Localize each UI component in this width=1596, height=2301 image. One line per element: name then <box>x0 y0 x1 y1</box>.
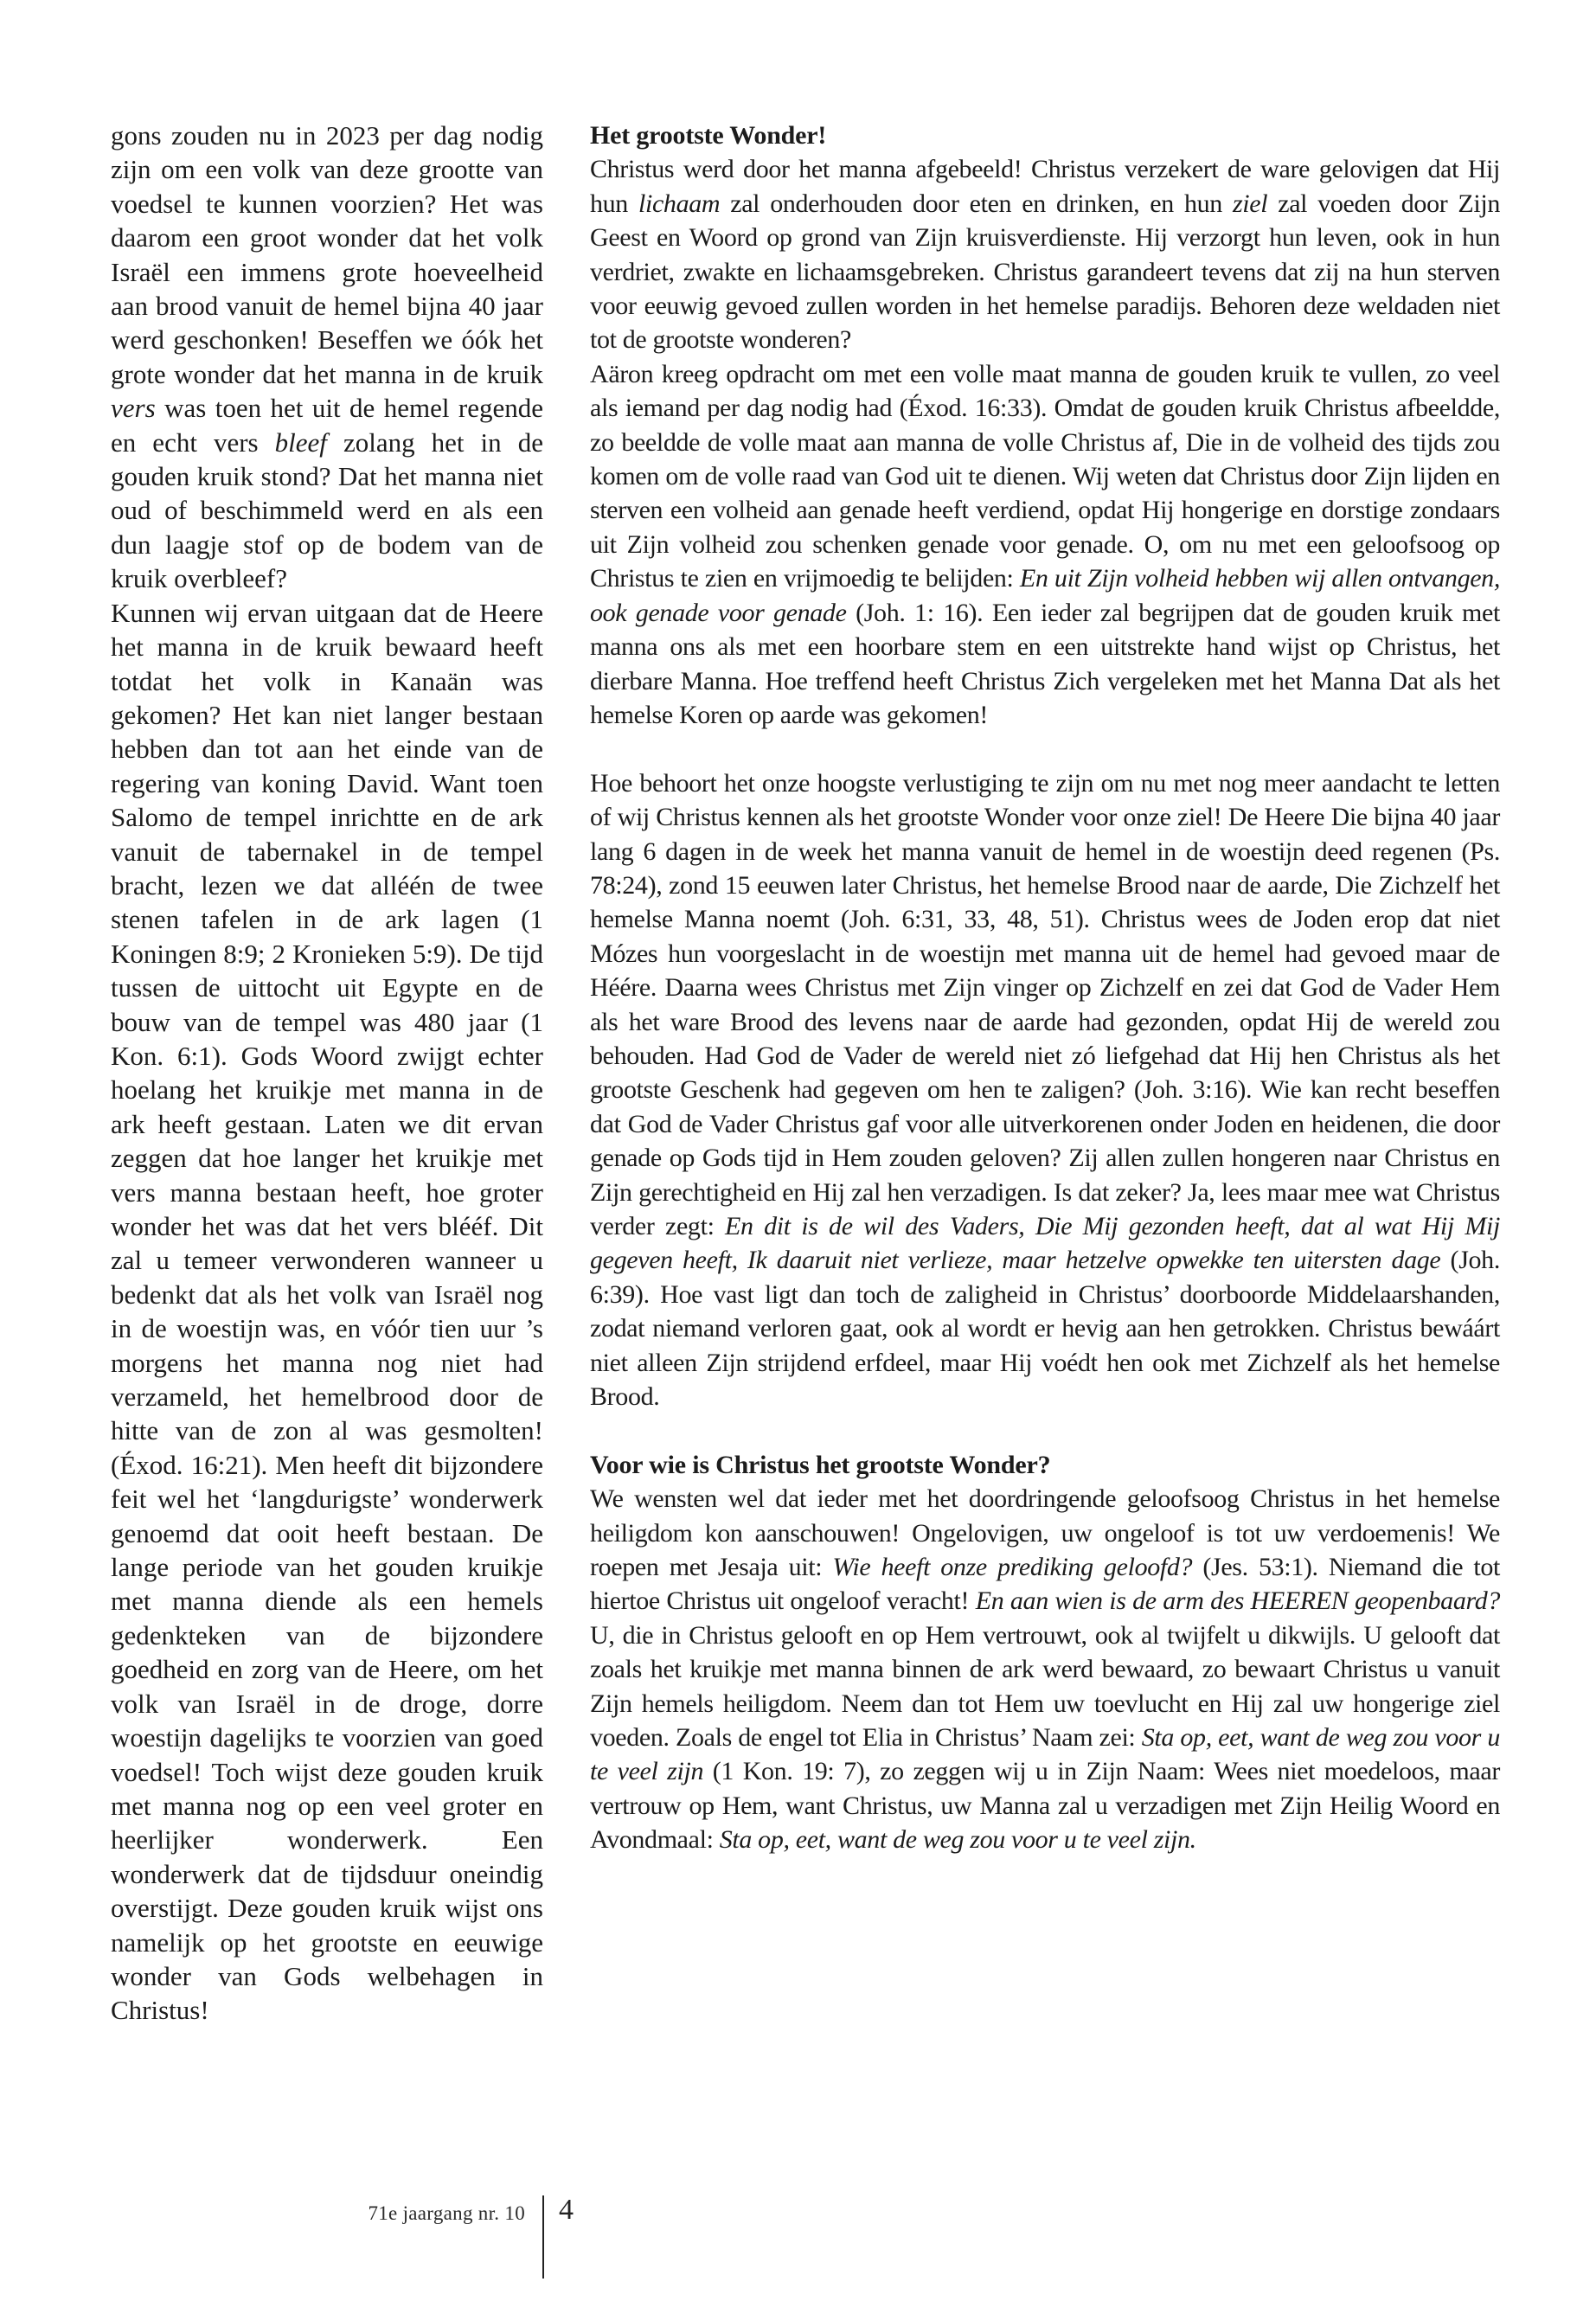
italic-quote: En dit is de wil des Vaders, Die Mij gezonden heeft, dat al wat Hij Mij gegeven heeft, Ik daaruit niet verlieze, maar hetzelve opwekke ten uitersten dage <box>590 1211 1500 1275</box>
paragraph <box>590 152 1500 356</box>
italic-quote: Sta op, eet, want de weg zou voor u te veel zijn <box>590 1723 1501 1786</box>
text-run: Aäron kreeg opdracht om met een volle maat manna de gouden kruik te vullen, zo veel als iemand per dag nodig had (Éxod. 16:33). Omdat de gouden kruik Christus afbeeldde, zo beeldde de volle maat aan manna de volle Christus af, Die in de volheid des tijds zou komen om de volle raad van God uit te dienen. Wij weten dat Christus door Zijn lijden en sterven een volheid aan genade heeft verdiend, opdat Hij hongerige en dorstige zondaars uit Zijn volheid zou schenken genade voor genade. O, om nu met een geloofsoog op Christus te zien en vrijmoedig te belijden: <box>590 359 1500 593</box>
paragraph <box>590 357 1500 732</box>
text-run: zal voeden door Zijn Geest en Woord op grond van Zijn kruisverdienste. Hij verzorgt hun leven, ook in hun verdriet, zwakte en lichaamsgebreken. Christus garandeert tevens dat zij na hun sterven voor eeuwig gevoed zullen worden in het hemelse paradijs. Behoren deze weldaden niet tot de grootste wonderen? <box>590 189 1500 355</box>
text-run: was toen het uit de hemel regende en echt vers <box>111 393 543 458</box>
text-run: Hoe behoort het onze hoogste verlustiging te zijn om nu met nog meer aandacht te letten of wij Christus kennen als het grootste Wonder voor onze ziel! De Heere Die bijna 40 jaar lang 6 dagen in de week het manna vanuit de hemel in de woestijn deed regenen (Ps. 78:24), zond 15 eeuwen later Christus, het hemelse Brood naar de aarde, Die Zichzelf het hemelse Manna noemt (Joh. 6:31, 33, 48, 51). Christus wees de Joden erop dat niet Mózes hun voorgeslacht in de woestijn met manna uit de hemel had gevoed maar de Héére. Daarna wees Christus met Zijn vinger op Zichzelf en zei dat God de Vader Hem als het ware Brood des levens naar de aarde had gezonden, opdat Hij de wereld zou behouden. Had God de Vader de wereld niet zó liefgehad dat Hij hen Christus als het grootste Geschenk had gegeven om hen te zaligen? (Joh. 3:16). Wie kan recht beseffen dat God de Vader Christus gaf voor alle uitverkorenen onder Joden en heidenen, die door genade op Gods tijd in Hem zouden geloven? Zij allen zullen hongeren naar Christus en Zijn gerechtigheid en Hij zal hen verzadigen. Is dat zeker? Ja, lees maar mee wat Christus verder zegt: <box>590 768 1500 1240</box>
text-run: zolang het in de gouden kruik stond? Dat het manna niet oud of beschimmeld werd en als een dun laagje stof op de bodem van de kruik overbleef? <box>111 426 543 594</box>
paragraph <box>111 596 543 2028</box>
section-heading: Voor wie is Christus het grootste Wonder? <box>590 1450 1051 1479</box>
italic-quote: Wie heeft onze prediking geloofd? <box>832 1553 1193 1582</box>
text-run: Kunnen wij ervan uitgaan dat de Heere het manna in de kruik bewaard heeft totdat het volk in Kanaän was gekomen? Het kan niet langer bestaan hebben dan tot aan het einde van de regering van koning David. Want toen Salomo de tempel inrichtte en de ark vanuit de tabernakel in de tempel bracht, lezen we dat alléén de twee stenen tafelen in de ark lagen (1 Koningen 8:9; 2 Kronieken 5:9). De tijd tussen de uittocht uit Egypte en de bouw van de tempel was 480 jaar (1 Kon. 6:1). Gods Woord zwijgt echter hoelang het kruikje met manna in de ark heeft gestaan. Laten we dit ervan zeggen dat hoe langer het kruikje met vers manna bestaan heeft, hoe groter wonder het was dat het vers blééf. Dit zal u temeer verwonderen wanneer u bedenkt dat als het volk van Israël nog in de woestijn was, en vóór tien uur ’s morgens het manna nog niet had verzameld, het hemelbrood door de hitte van de zon al was gesmolten! (Éxod. 16:21). Men heeft dit bijzondere feit wel het ‘langdurigste’ wonderwerk genoemd dat ooit heeft bestaan. De lange periode van het gouden kruikje met manna diende als een hemels gedenkteken van de bijzondere goedheid en zorg van de Heere, om het volk van Israël in de droge, dorre woestijn dagelijks te voorzien van goed voedsel! Toch wijst deze gouden kruik met manna nog op een veel groter en heerlijker wonderwerk. Een wonderwerk dat de tijdsduur oneindig overstijgt. Deze gouden kruik wijst ons namelijk op het grootste en eeuwige wonder van Gods welbehagen in Christus! <box>111 597 543 2026</box>
italic-quote: Sta op, eet, want de weg zou voor u te veel zijn. <box>719 1825 1196 1855</box>
italic-quote: En aan wien is de arm des HEEREN geopenbaard? <box>975 1586 1500 1616</box>
paragraph-spacer <box>590 1413 1500 1447</box>
text-run: U, die in Christus gelooft en op Hem vertrouwt, ook al twijfelt u dikwijls. U gelooft dat zoals het kruikje met manna binnen de ark werd bewaard, zo bewaart Christus u vanuit Zijn hemels heiligdom. Neem dan tot Hem uw toevlucht en Hij zal uw hongerige ziel voeden. Zoals de engel tot Elia in Christus’ Naam zei: <box>590 1620 1500 1753</box>
italic-quote: ziel <box>1232 189 1268 218</box>
text-run: gons zouden nu in 2023 per dag nodig zijn om een volk van deze grootte van voedsel te kunnen voorzien? Het was daarom een groot wonder dat het volk Israël een immens grote hoeveelheid aan brood vanuit de hemel bijna 40 jaar werd geschonken! Beseffen we óók het grote wonder dat het manna in de kruik <box>111 120 543 389</box>
paragraph <box>111 119 543 596</box>
italic-quote: lichaam <box>638 189 721 218</box>
text-run: zal onderhouden door eten en drinken, en hun <box>720 189 1233 218</box>
section-heading: Het grootste Wonder! <box>590 121 827 150</box>
paragraph-spacer <box>590 732 1500 766</box>
italic-quote: bleef <box>274 426 327 458</box>
footer-divider <box>542 2195 544 2279</box>
italic-quote: vers <box>111 393 156 424</box>
paragraph <box>590 1482 1500 1856</box>
text-run: (1 Kon. 19: 7), zo zeggen wij u in Zijn Naam: Wees niet moedeloos, maar vertrouw op Hem, want Christus, uw Manna zal u verzadigen met Zijn Heilig Woord en Avondmaal: <box>590 1757 1500 1855</box>
left-text-column <box>111 119 543 2028</box>
text-run: We wensten wel dat ieder met het doordringende geloofsoog Christus in het hemelse heiligdom kon aanschouwen! Ongelovigen, uw ongeloof is tot uw verdoemenis! We roepen met Jesaja uit: <box>590 1484 1500 1582</box>
issue-label: 71e jaargang nr. 10 <box>368 2202 525 2224</box>
page-footer <box>0 2194 1596 2280</box>
right-text-column <box>590 119 1500 1857</box>
text-run: (Jes. 53:1). Niemand die tot hiertoe Christus uit ongeloof veracht! <box>590 1553 1501 1616</box>
text-run: Christus werd door het manna afgebeeld! Christus verzekert de ware gelovigen dat Hij hun <box>590 155 1500 218</box>
page-number: 4 <box>559 2194 574 2226</box>
text-run: (Joh. 1: 16). Een ieder zal begrijpen dat de gouden kruik met manna ons als met een hoorbare stem en een uitstrekte hand wijst op Christus, het dierbare Manna. Hoe treffend heeft Christus Zich vergeleken met het Manna Dat als het hemelse Koren op aarde was gekomen! <box>590 598 1500 729</box>
italic-quote: En uit Zijn volheid hebben wij allen ontvangen, ook genade voor genade <box>590 564 1500 627</box>
text-run: (Joh. 6:39). Hoe vast ligt dan toch de zaligheid in Christus’ doorboorde Middelaarshanden, zodat niemand verloren gaat, ook al wordt er hevig aan hen getrokken. Christus bewáárt niet alleen Zijn strijdend erfdeel, maar Hij voédt hen ook met Zichzelf als het hemelse Brood. <box>590 1246 1500 1412</box>
paragraph <box>590 766 1500 1414</box>
